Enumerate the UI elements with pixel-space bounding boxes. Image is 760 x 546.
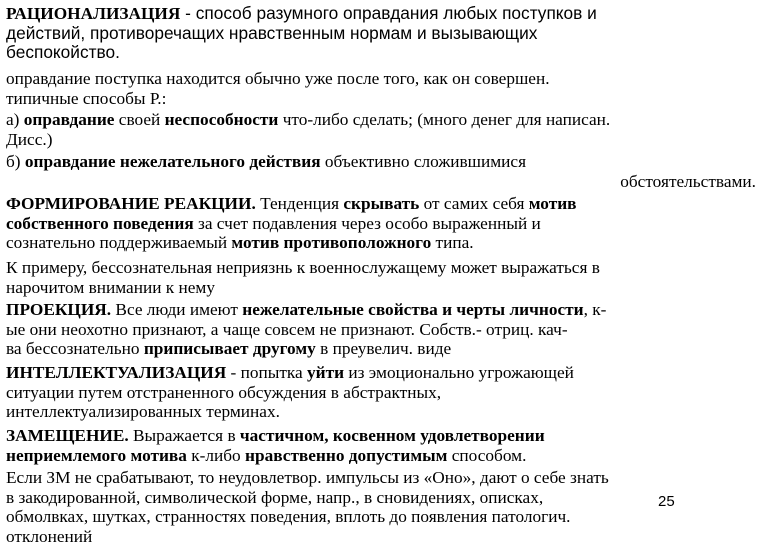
paragraph-intellectualization: ИНТЕЛЛЕКТУАЛИЗАЦИЯ - попытка уйти из эмоционально угрожающей ситуации путем отстраненного обсуждения в абстрактных, интеллектуализированных терминах.: [6, 363, 574, 422]
term-reaction-formation: ФОРМИРОВАНИЕ РЕАКЦИИ.: [6, 194, 256, 213]
paragraph-projection: ПРОЕКЦИЯ. Все люди имеют нежелательные свойства и черты личности, к- ые они неохотно признают, а чаще совсем не признают. Собств.- отриц. кач- ва бессознательно приписывает другому в преувелич. виде: [6, 300, 607, 359]
paragraph-item-b: б) оправдание нежелательного действия объективно сложившимися обстоятельствами.: [6, 152, 756, 191]
paragraph-displacement: ЗАМЕЩЕНИЕ. Выражается в частичном, косвенном удовлетворении неприемлемого мотива к-либо нравственно допустимым способом.: [6, 426, 545, 465]
page-number: 25: [658, 493, 675, 510]
paragraph-justification-note: оправдание поступка находится обычно уже после того, как он совершен. типичные способы Р.:: [6, 69, 550, 108]
term-intellectualization: ИНТЕЛЛЕКТУАЛИЗАЦИЯ: [6, 363, 227, 382]
paragraph-item-a: а) оправдание своей неспособности что-либо сделать; (много денег для написан. Дисс.): [6, 110, 611, 149]
term-rationalization: РАЦИОНАЛИЗАЦИЯ: [6, 4, 181, 23]
term-projection: ПРОЕКЦИЯ.: [6, 300, 112, 319]
paragraph-defense-failure: Если ЗМ не срабатывают, то неудовлетвор. импульсы из «Оно», дают о себе знать в закодированной, символической форме, напр., в сновидениях, описках, обмолвках, шутках, странностях поведения, вплоть до появления патологич. отклонений: [6, 468, 609, 546]
paragraph-example: К примеру, бессознательная неприязнь к военнослужащему может выражаться в нарочитом внимании к нему: [6, 258, 600, 297]
paragraph-reaction-formation: ФОРМИРОВАНИЕ РЕАКЦИИ. Тенденция скрывать от самих себя мотив собственного поведения за счет подавления через особо выраженный и сознательно поддерживаемый мотив противоположного типа.: [6, 194, 577, 253]
term-displacement: ЗАМЕЩЕНИЕ.: [6, 426, 129, 445]
paragraph-rationalization: РАЦИОНАЛИЗАЦИЯ - способ разумного оправдания любых поступков и действий, противоречащих нравственным нормам и вызывающих беспокойство.: [6, 3, 597, 63]
